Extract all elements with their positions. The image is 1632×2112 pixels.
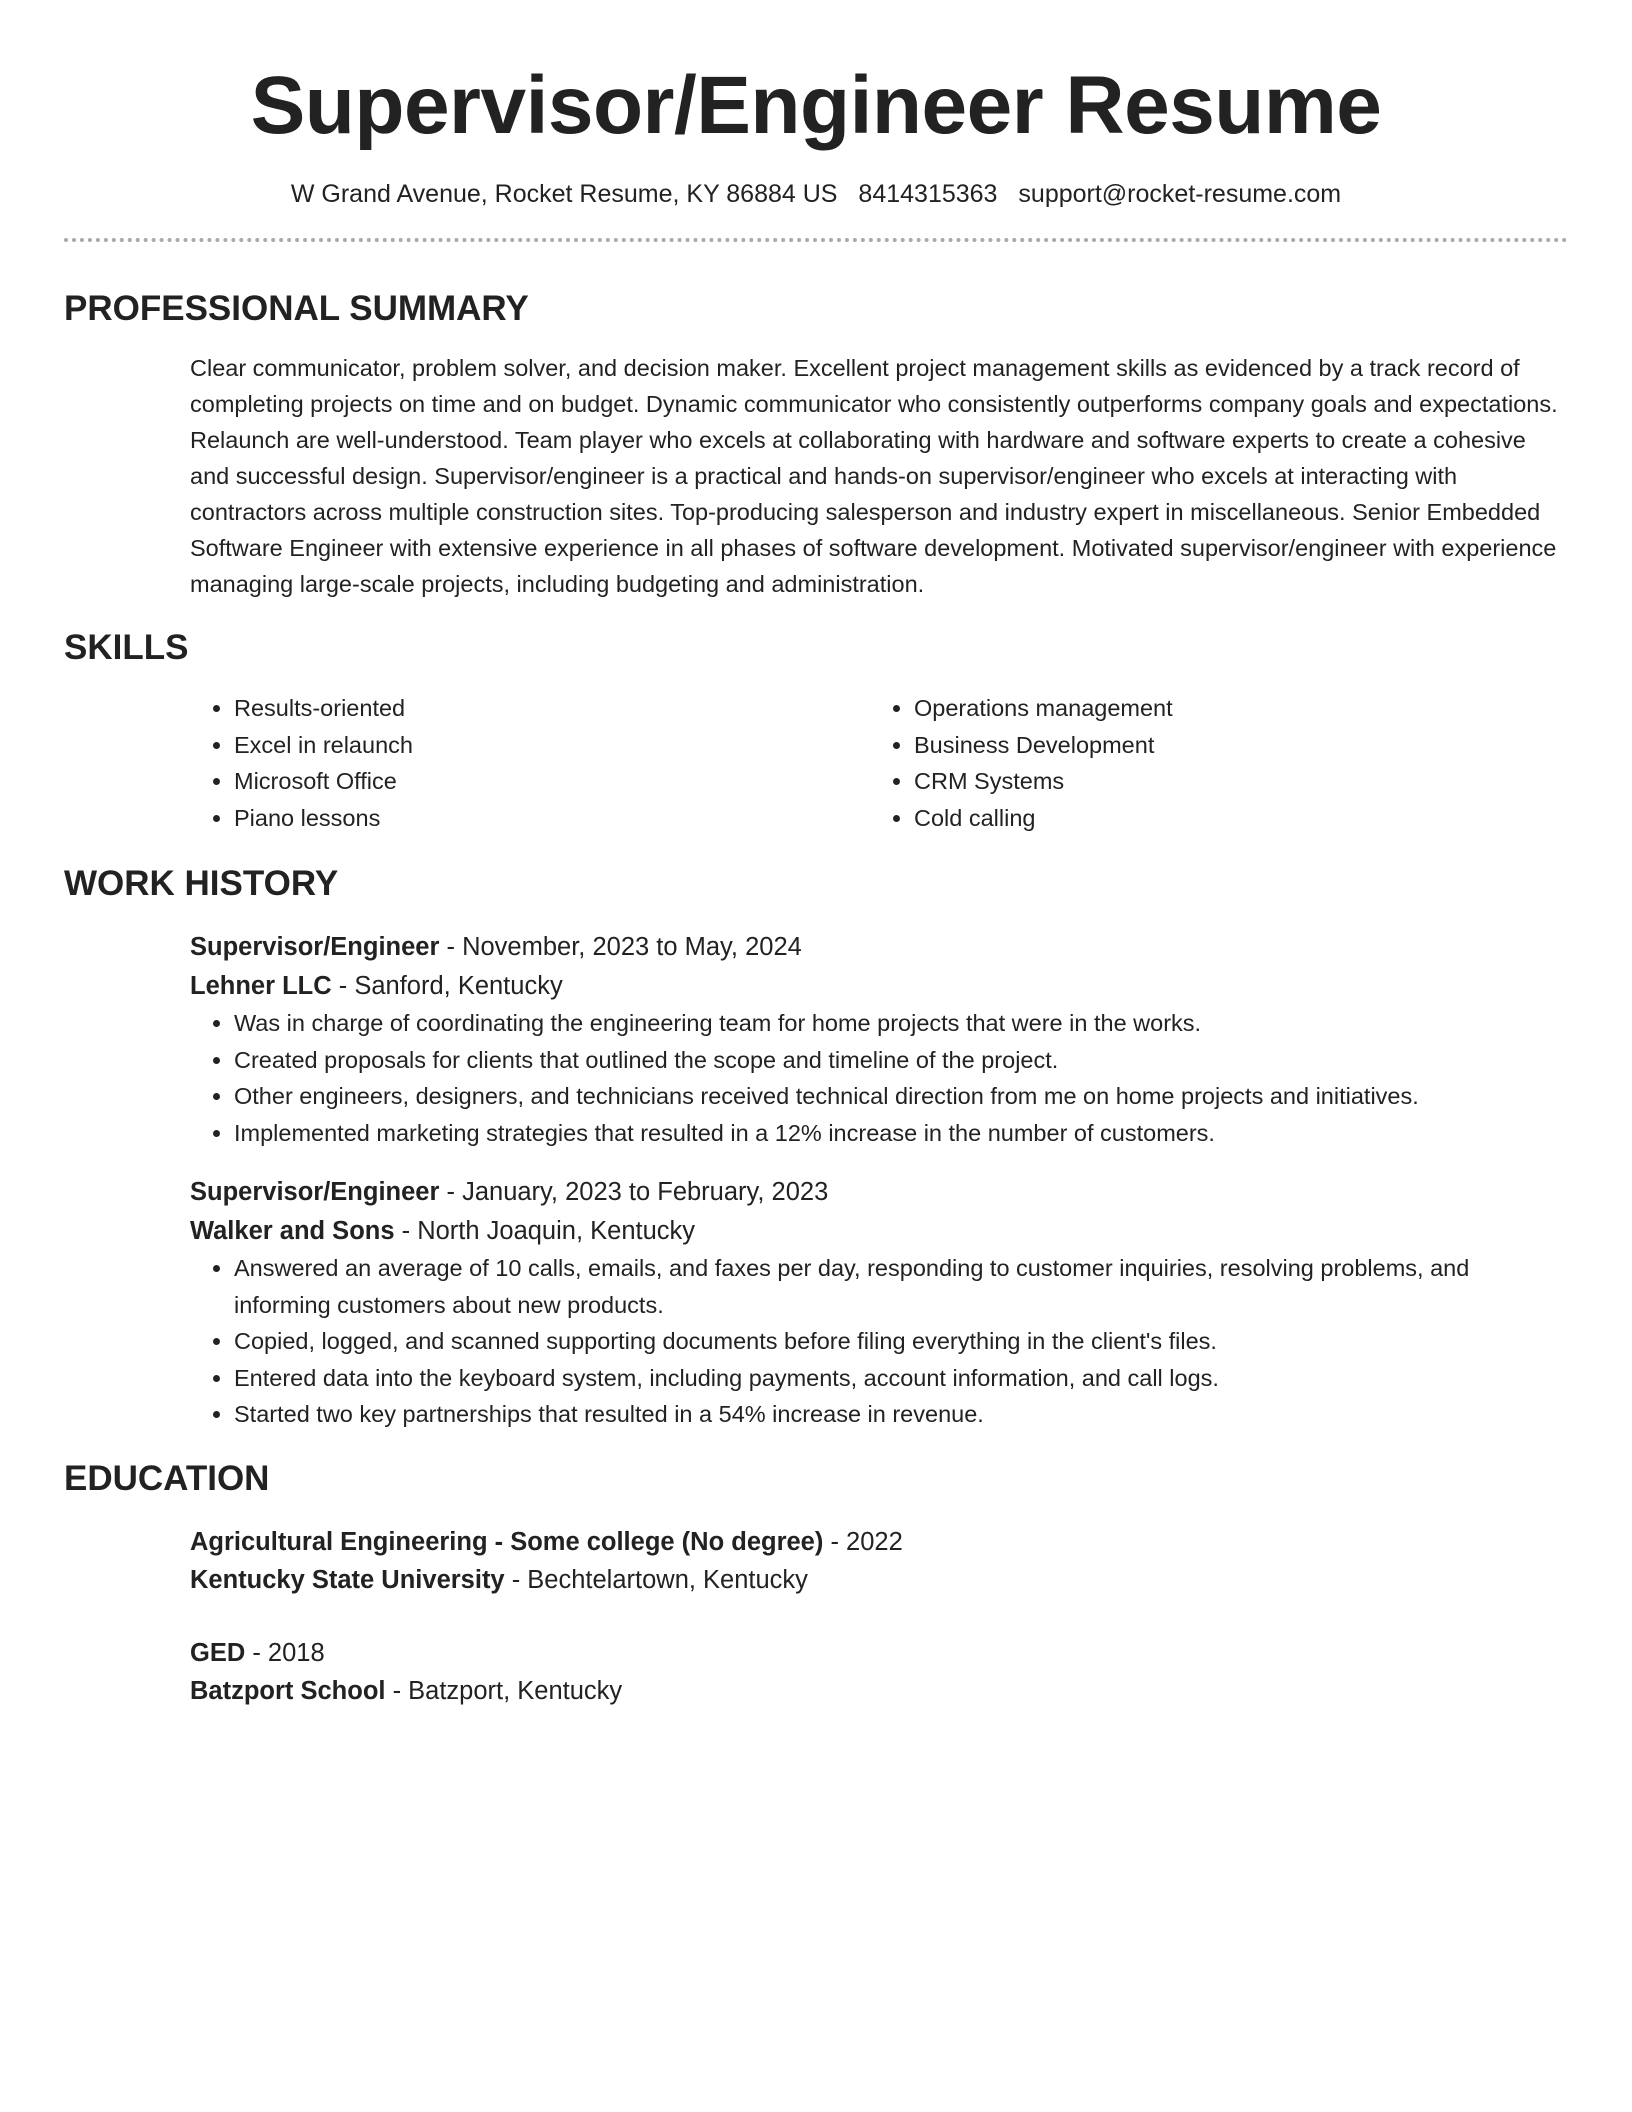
job-bullet: • Other engineers, designers, and technicians received technical direction from me on home projects and initiatives.: [234, 1078, 1568, 1115]
education-location: - Bechtelartown, Kentucky: [504, 1566, 808, 1594]
education-heading: EDUCATION: [64, 1458, 270, 1498]
job-location: - North Joaquin, Kentucky: [394, 1216, 696, 1245]
skill-item: • Cold calling: [914, 800, 1370, 837]
job-bullet: • Created proposals for clients that outlined the scope and timeline of the project.: [234, 1042, 1568, 1079]
contact-email: support@rocket-resume.com: [1018, 180, 1342, 208]
job-company: Walker and Sons: [190, 1216, 395, 1245]
job-bullet: • Implemented marketing strategies that resulted in a 12% increase in the number of customers.: [234, 1115, 1568, 1152]
job-bullet: • Answered an average of 10 calls, emails, and faxes per day, responding to customer inquiries, resolving problems, and informing customers about new products.: [234, 1250, 1568, 1323]
job-company-line: [190, 1212, 1568, 1251]
job-title: Supervisor/Engineer: [190, 933, 440, 961]
education-degree: Agricultural Engineering - Some college (No degree): [190, 1527, 824, 1556]
job-bullets: [190, 1005, 1568, 1151]
skills-grid: [190, 690, 1568, 836]
job-bullet: • Started two key partnerships that resulted in a 54% increase in revenue.: [234, 1396, 1568, 1433]
skill-item: • CRM Systems: [914, 763, 1370, 800]
work-heading: WORK HISTORY: [64, 864, 339, 903]
contact-phone: 8414315363: [858, 180, 998, 208]
education-degree: GED: [190, 1638, 246, 1667]
summary-text: Clear communicator, problem solver, and decision maker. Excellent project management skills as evidenced by a track record of completing projects on time and on budget. Dynamic communicator who consistently outperforms company goals and expectations. Relaunch are well-understood. Team player who excels at collaborating with hardware and software experts to create a cohesive and successful design. Supervisor/engineer is a practical and hands-on supervisor/engineer who excels at interacting with contractors across multiple construction sites. Top-producing salesperson and industry expert in miscellaneous. Senior Embedded Software Engineer with extensive experience in all phases of software development. Motivated supervisor/engineer with experience managing large-scale projects, including budgeting and administration.: [190, 355, 1558, 597]
job-bullet: • Copied, logged, and scanned supporting documents before filing everything in the client's files.: [234, 1323, 1568, 1360]
job-title: Supervisor/Engineer: [190, 1178, 440, 1206]
header-divider: [64, 238, 1568, 242]
education-school: Kentucky State University: [190, 1566, 505, 1594]
education-year: - 2018: [245, 1638, 325, 1667]
job-dates: - January, 2023 to February, 2023: [439, 1178, 829, 1206]
skill-item: • Operations management: [914, 690, 1370, 727]
contact-line: [64, 178, 1568, 210]
skills-heading: SKILLS: [64, 628, 189, 667]
job-title-line: [190, 928, 1568, 967]
education-location: - Batzport, Kentucky: [385, 1677, 623, 1705]
skills-list-left: [190, 690, 870, 836]
skill-item: • Results-oriented: [234, 690, 870, 727]
education-year: - 2022: [823, 1527, 903, 1556]
job-bullet: • Was in charge of coordinating the engineering team for home projects that were in the works.: [234, 1005, 1568, 1042]
education-school: Batzport School: [190, 1677, 386, 1705]
skill-item: • Business Development: [914, 727, 1370, 764]
skills-list-right: [870, 690, 1370, 836]
job-dates: - November, 2023 to May, 2024: [439, 933, 802, 961]
education-degree-line: [190, 1523, 1568, 1562]
job-location: - Sanford, Kentucky: [331, 971, 563, 1000]
skill-item: • Microsoft Office: [234, 763, 870, 800]
job-entry: [190, 1173, 1568, 1433]
job-title-line: [190, 1173, 1568, 1212]
resume-title: Supervisor/Engineer Resume: [250, 60, 1382, 151]
education-degree-line: [190, 1634, 1568, 1673]
education-school-line: [190, 1561, 1568, 1600]
skill-item: • Excel in relaunch: [234, 727, 870, 764]
job-company: Lehner LLC: [190, 971, 332, 1000]
job-bullet: • Entered data into the keyboard system, including payments, account information, and call logs.: [234, 1360, 1568, 1397]
summary-heading: PROFESSIONAL SUMMARY: [64, 289, 529, 328]
education-entry: [190, 1634, 1568, 1711]
education-entry: [190, 1523, 1568, 1600]
job-entry: [190, 928, 1568, 1151]
job-bullets: [190, 1250, 1568, 1433]
job-company-line: [190, 967, 1568, 1006]
education-school-line: [190, 1672, 1568, 1711]
skill-item: • Piano lessons: [234, 800, 870, 837]
contact-address: W Grand Avenue, Rocket Resume, KY 86884 US: [290, 180, 838, 208]
